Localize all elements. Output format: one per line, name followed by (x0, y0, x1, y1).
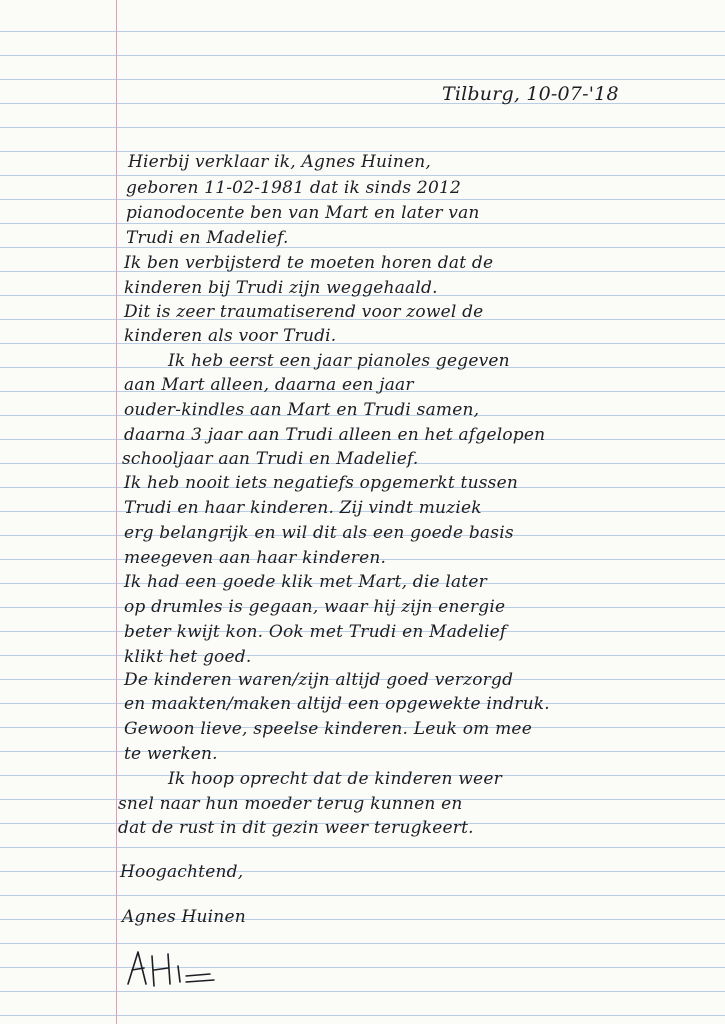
letter-line: en maakten/maken altijd een opgewekte indruk. (124, 694, 550, 714)
letter-line: op drumles is gegaan, waar hij zijn energie (124, 597, 506, 617)
letter-line: Ik had een goede klik met Mart, die later (124, 572, 487, 592)
letter-line: Dit is zeer traumatiserend voor zowel de (124, 302, 484, 322)
letter-line: geboren 11-02-1981 dat ik sinds 2012 (126, 178, 461, 198)
letter-line: Trudi en Madelief. (126, 228, 289, 248)
letter-line: Gewoon lieve, speelse kinderen. Leuk om mee (124, 719, 532, 739)
letter-line: De kinderen waren/zijn altijd goed verzorgd (124, 670, 514, 690)
letter-line: Ik heb eerst een jaar pianoles gegeven (168, 351, 510, 371)
letter-line: Ik heb nooit iets negatiefs opgemerkt tussen (124, 473, 518, 493)
handwritten-signature (124, 944, 224, 990)
letter-line: daarna 3 jaar aan Trudi alleen en het afgelopen (124, 425, 546, 445)
letter-line: schooljaar aan Trudi en Madelief. (122, 449, 419, 469)
letter-line: Ik hoop oprecht dat de kinderen weer (168, 769, 502, 789)
letter-line: Trudi en haar kinderen. Zij vindt muziek (124, 498, 482, 518)
letter-line: beter kwijt kon. Ook met Trudi en Madelief (124, 622, 507, 642)
letter-date: Tilburg, 10-07-'18 (442, 83, 619, 105)
letter-line: klikt het goed. (124, 647, 252, 667)
letter-line: Hierbij verklaar ik, Agnes Huinen, (128, 152, 431, 172)
letter-closing: Hoogachtend, (120, 862, 244, 882)
letter-line: Ik ben verbijsterd te moeten horen dat de (124, 253, 494, 273)
letter-line: kinderen als voor Trudi. (124, 326, 337, 346)
letter-line: dat de rust in dit gezin weer terugkeert. (118, 818, 474, 838)
letter-line: erg belangrijk en wil dit als een goede basis (124, 523, 514, 543)
letter-line: aan Mart alleen, daarna een jaar (124, 375, 414, 395)
letter-line: meegeven aan haar kinderen. (124, 548, 387, 568)
margin-line (116, 0, 117, 1024)
letter-line: pianodocente ben van Mart en later van (126, 203, 480, 223)
letter-line: te werken. (124, 744, 218, 764)
letter-line: snel naar hun moeder terug kunnen en (118, 794, 463, 814)
letter-signatory-name: Agnes Huinen (122, 907, 246, 927)
letter-line: ouder-kindles aan Mart en Trudi samen, (124, 400, 480, 420)
letter-line: kinderen bij Trudi zijn weggehaald. (124, 278, 438, 298)
